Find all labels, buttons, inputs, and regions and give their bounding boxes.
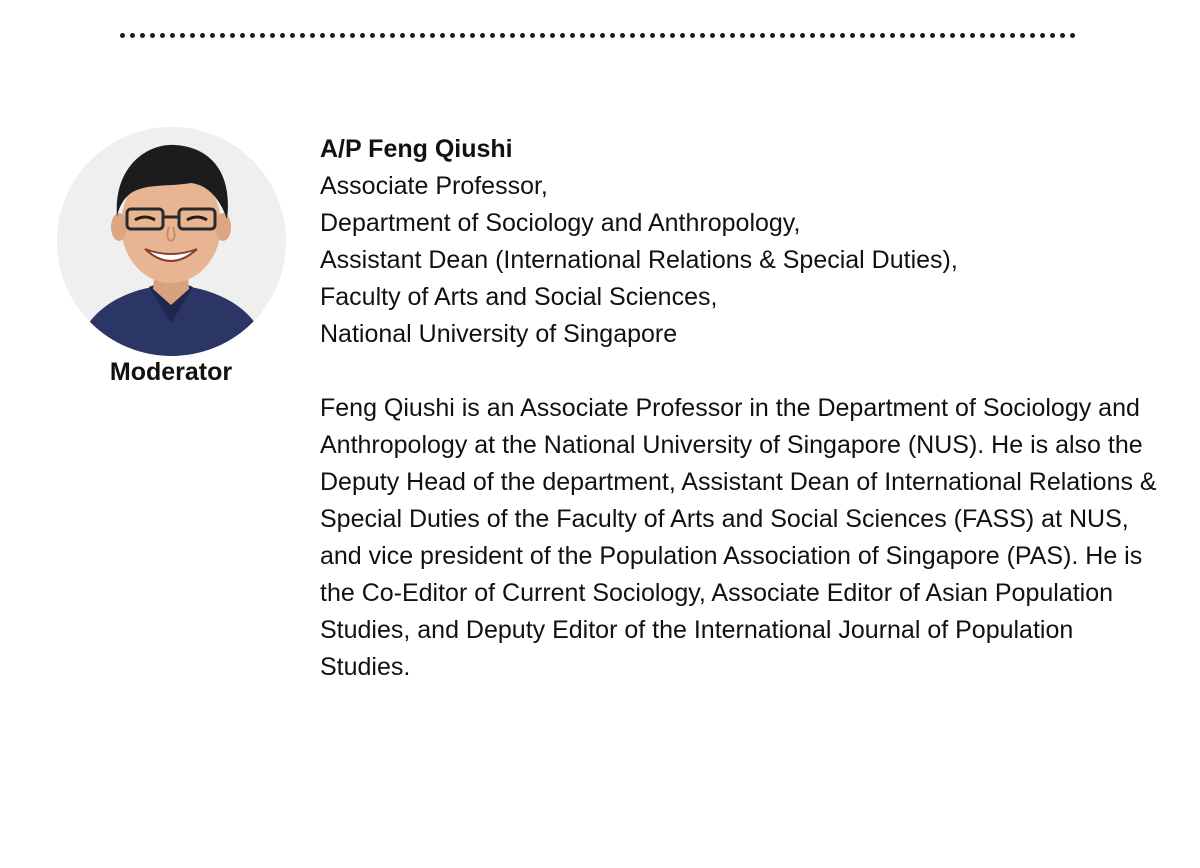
person-name: A/P Feng Qiushi: [320, 135, 513, 163]
role-label: Moderator: [109, 358, 233, 386]
title-line: Faculty of Arts and Social Sciences,: [320, 283, 718, 311]
title-line: Assistant Dean (International Relations & Special Duties),: [320, 246, 958, 274]
profile-content: [320, 131, 1160, 686]
profile-card: [56, 127, 286, 388]
title-line: Associate Professor,: [320, 172, 548, 200]
avatar: [57, 127, 286, 356]
title-line: Department of Sociology and Anthropology,: [320, 209, 801, 237]
dotted-divider: [120, 33, 1076, 38]
avatar-photo: [57, 127, 286, 356]
title-line: National University of Singapore: [320, 320, 678, 348]
bio-paragraph: Feng Qiushi is an Associate Professor in the Department of Sociology and Anthropology at the National University of Singapore (NUS). He is also the Deputy Head of the department, Assistant Dean of International Relations & Special Duties of the Faculty of Arts and Social Sciences (FASS) at NUS, and vice president of the Population Association of Singapore (PAS). He is the Co-Editor of Current Sociology, Associate Editor of Asian Population Studies, and Deputy Editor of the International Journal of Population Studies.: [320, 394, 1157, 681]
